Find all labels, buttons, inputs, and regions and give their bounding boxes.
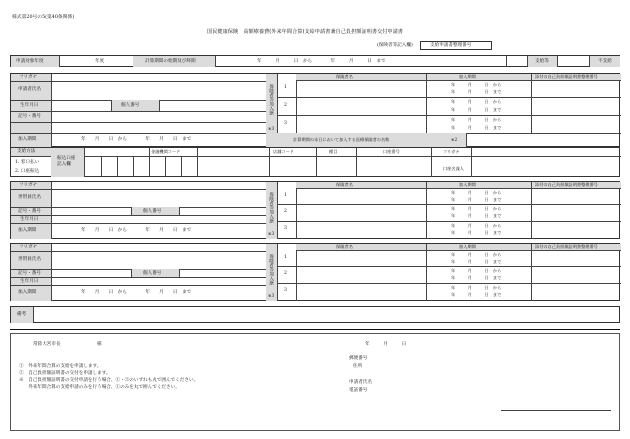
member-b-symbol: 記号・番号	[18, 271, 41, 276]
member-a-period[interactable]: 年 月 日 から 年 月 日 まで	[81, 228, 192, 233]
account-no-label: 口座番号	[383, 149, 400, 154]
address-label: 住所	[353, 364, 363, 369]
transfer-account-label: 振込口座記入欄	[57, 156, 76, 167]
member-b-row-2: 2	[284, 271, 287, 276]
member-b-furigana: フリガナ	[19, 244, 38, 250]
application-date[interactable]: 年 月 日	[365, 342, 407, 347]
member-b-r1-to[interactable]: 年 月 日 まで	[451, 258, 502, 264]
payment-method-label: 支給方法	[17, 149, 36, 154]
enroll-period-value[interactable]: 年 月 日 から 年 月 日 まで	[81, 137, 192, 142]
applicant-name-footer: 申請者氏名	[349, 380, 372, 385]
branch-code-label: 店舗コード	[273, 149, 294, 154]
row2-from[interactable]: 年 月 日 から	[451, 99, 502, 104]
member-section-a	[10, 181, 620, 239]
member-a-r1-from[interactable]: 年 月 日 から	[451, 189, 502, 195]
member-b-history: 保険者等加入歴	[268, 254, 274, 285]
member-a-period-label: 加入期間	[18, 228, 37, 233]
member-a-insurer-header: 保険者名	[336, 182, 353, 187]
result-label: 不支給	[598, 58, 612, 64]
statement-3: ※ 自己負担額証明書の交付申請を行う場合、①・②のいずれも丸で囲んでください。	[19, 378, 199, 383]
branch-label: 支給等	[535, 58, 549, 64]
member-a-individual: 個人番号	[143, 208, 162, 214]
header-row	[10, 55, 620, 67]
member-b-period-header: 加入期間	[459, 244, 476, 249]
row1-from[interactable]: 年 月 日 から	[451, 81, 502, 87]
statement-2: ② 自己負担額証明書の交付を申請します。	[19, 371, 111, 376]
member-a-r3-to[interactable]: 年 月 日 まで	[451, 230, 502, 235]
phone-label: 電話番号	[349, 388, 368, 393]
insurer-row-2: 2	[284, 103, 287, 108]
member-section-b	[10, 243, 620, 301]
app-year-label: 申請対象年度	[16, 58, 44, 64]
receipt-number-label: 支給申請書整理番号	[430, 43, 472, 48]
option-transfer[interactable]: 2. 口座振込	[15, 169, 40, 174]
member-b-r1-from[interactable]: 年 月 日 から	[451, 251, 502, 257]
bank-code-label: 金融機関コード	[151, 149, 181, 154]
member-a-r2-to[interactable]: 年 月 日 まで	[451, 213, 502, 218]
furigana-label: フリガナ	[19, 74, 38, 80]
member-b-r3-from[interactable]: 年 月 日 から	[451, 285, 502, 290]
member-b-r2-from[interactable]: 年 月 日 から	[451, 268, 502, 273]
member-b-r2-to[interactable]: 年 月 日 まで	[451, 275, 502, 280]
addressee: 常陸大宮市長	[33, 342, 61, 347]
insurer-row-1: 1	[284, 85, 287, 90]
member-a-name: 世帯員氏名	[18, 195, 41, 200]
postal-label: 郵便番号	[349, 356, 368, 361]
footer-box	[10, 333, 620, 431]
app-year-suffix: 年度	[95, 58, 105, 64]
member-a-r1-to[interactable]: 年 月 日 まで	[451, 196, 502, 202]
member-a-row-1: 1	[284, 193, 287, 198]
member-b-name: 世帯員氏名	[18, 257, 41, 262]
statement-1: ① 外来年間合算の支給を申請します。	[19, 364, 102, 369]
row3-to[interactable]: 年 月 日 まで	[451, 125, 502, 130]
bank-section	[10, 147, 620, 177]
remarks-label: 備考	[17, 312, 27, 317]
applicant-section	[10, 73, 620, 147]
type-label: 種目	[329, 149, 338, 154]
form-number: 様式第20号の5(第40条関係)	[12, 15, 75, 20]
member-a-row-2: 2	[284, 209, 287, 214]
member-a-r2-from[interactable]: 年 月 日 から	[451, 206, 502, 211]
member-b-period[interactable]: 年 月 日 から 年 月 日 まで	[81, 290, 192, 295]
mark-3: ※3	[268, 126, 275, 131]
member-a-furigana: フリガナ	[19, 182, 38, 188]
enroll-period-label: 加入期間	[18, 137, 37, 142]
option-window[interactable]: 1. 窓口払い	[15, 160, 40, 165]
birthdate-label: 生年月日	[20, 103, 39, 108]
member-a-birthdate: 生年月日	[20, 216, 39, 222]
statement-4: 外来年間合算の支給申請のみを行う場合、①のみを丸で囲んでください。	[19, 385, 180, 390]
mark-2: ※2	[451, 137, 458, 142]
applicant-name-label: 申請者氏名	[18, 87, 41, 92]
member-b-insurer-header: 保険者名	[336, 244, 353, 249]
holder-label: 口座名義人	[443, 166, 464, 171]
member-b-birthdate: 生年月日	[20, 278, 39, 284]
member-a-mark3: ※3	[268, 231, 275, 236]
member-b-period-label: 加入期間	[18, 290, 37, 295]
remarks-box[interactable]	[10, 306, 620, 323]
member-a-symbol: 記号・番号	[18, 209, 41, 214]
row3-from[interactable]: 年 月 日 から	[451, 117, 502, 122]
period-header: 加入期間	[459, 74, 476, 79]
individual-no-label: 個人番号	[121, 103, 140, 108]
end-insurer-note: 計算期間の末日において加入する医療保険者の名称	[293, 137, 390, 142]
symbol-no-label: 記号・番号	[18, 114, 41, 119]
member-b-mark3: ※3	[268, 293, 275, 298]
row1-to[interactable]: 年 月 日 まで	[451, 89, 502, 94]
bank-furigana-label: フリガナ	[443, 149, 460, 154]
honorific: 様	[97, 342, 102, 347]
row2-to[interactable]: 年 月 日 まで	[451, 107, 502, 112]
member-b-cert-header: 添付の自己負担額証明書整理番号	[535, 244, 598, 249]
member-a-cert-header: 添付の自己負担額証明書整理番号	[535, 182, 598, 187]
member-b-row-3: 3	[284, 288, 287, 293]
insurer-note: (保険者等記入欄)	[377, 43, 413, 48]
form-title: 国民健康保険 高額療養費(外来年間合算)支給申請書兼自己負担額証明書交付申請書	[207, 29, 403, 35]
insurer-name-header: 保険者名	[336, 74, 353, 79]
member-b-individual: 個人番号	[143, 270, 162, 276]
member-a-history: 保険者等加入歴	[268, 192, 274, 223]
member-b-row-1: 1	[284, 255, 287, 260]
receipt-number-box[interactable]	[420, 41, 492, 50]
cert-header: 添付の自己負担額証明書整理番号	[535, 74, 598, 79]
insurer-row-3: 3	[284, 121, 287, 126]
member-a-row-3: 3	[284, 226, 287, 231]
insurer-history-label: 保険者等加入歴	[268, 84, 274, 115]
period-label: 計算期間の始期及び終期	[145, 58, 196, 64]
member-a-r3-from[interactable]: 年 月 日 から	[451, 223, 502, 228]
member-a-period-header: 加入期間	[459, 182, 476, 187]
member-b-r3-to[interactable]: 年 月 日 まで	[451, 292, 502, 297]
period-value[interactable]: 年 月 日 から 年 月 日 まで	[257, 58, 386, 64]
